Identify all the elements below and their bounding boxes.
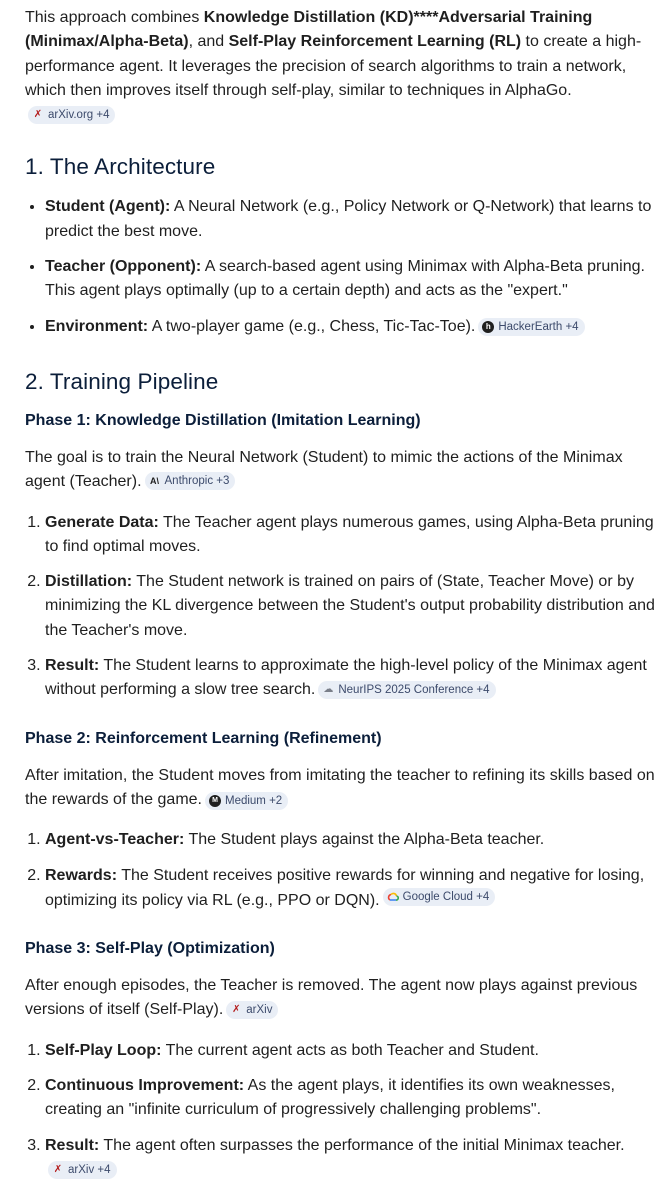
google-cloud-icon	[387, 891, 399, 903]
arxiv-icon: ✗	[33, 109, 43, 121]
list-item: 2. Rewards: The Student receives positive rewards for winning and negative for losing, optimizing its policy via RL (e.g., PPO or DQN). Google Cloud +4	[45, 864, 657, 914]
phase1-description: The goal is to train the Neural Network (Student) to mimic the actions of the Minimax agent (Teacher). A\ Anthropic +3	[25, 448, 623, 491]
neurips-icon: ☁	[323, 684, 334, 696]
source-chip-hackerearth[interactable]: h HackerEarth +4	[478, 318, 584, 336]
intro-rl-term: Self-Play Reinforcement Learning (RL)	[228, 33, 522, 51]
source-chip-arxiv-org[interactable]: ✗ arXiv.org +4	[28, 106, 115, 124]
anthropic-icon: A\	[150, 476, 160, 487]
phase1-heading: Phase 1: Knowledge Distillation (Imitation Learning)	[25, 411, 421, 429]
section-heading-pipeline: 2. Training Pipeline	[25, 368, 219, 394]
intro-paragraph: This approach combines Knowledge Distillation (KD)****Adversarial Training (Minimax/Alpha-Beta), and Self-Play Reinforcement Learning (RL) to create a high-performance agent. It leverages the precision of search algorithms to train a network, which then improves itself through self-play, similar to techniques in AlphaGo. ✗ arXiv.org +4	[25, 6, 657, 127]
arxiv-icon: ✗	[232, 1004, 241, 1016]
medium-icon: M	[209, 795, 221, 807]
phase1-steps	[25, 511, 657, 703]
list-item: 1. Agent-vs-Teacher: The Student plays against the Alpha-Beta teacher.	[45, 828, 657, 852]
phase2-description: After imitation, the Student moves from imitating the teacher to refining its skills based on the rewards of the game. M Medium +2	[25, 766, 655, 808]
list-item: 1. Self-Play Loop: The current agent acts as both Teacher and Student.	[45, 1039, 657, 1063]
source-chip-neurips[interactable]: ☁ NeurIPS 2025 Conference +4	[318, 681, 495, 699]
section-heading-architecture: 1. The Architecture	[25, 154, 216, 180]
phase2-steps	[25, 828, 657, 913]
source-chip-anthropic[interactable]: A\ Anthropic +3	[145, 472, 236, 490]
list-item: 2. Distillation: The Student network is trained on pairs of (State, Teacher Move) or by minimizing the KL divergence between the Student's output probability distribution and the Teacher's move.	[45, 570, 657, 643]
list-item: • Teacher (Opponent): A search-based agent using Minimax with Alpha-Beta pruning. This agent plays optimally (up to a certain depth) and acts as the "expert."	[45, 255, 657, 304]
arxiv-icon: ✗	[53, 1163, 63, 1175]
source-chip-medium[interactable]: M Medium +2	[205, 792, 288, 810]
list-item: 2. Continuous Improvement: As the agent plays, it identifies its own weaknesses, creating an "infinite curriculum of progressively challenging problems".	[45, 1074, 657, 1123]
source-chip-google-cloud[interactable]: Google Cloud +4	[383, 888, 496, 906]
intro-kd-term: Knowledge Distillation (KD)****Adversarial Training (Minimax/Alpha-Beta)	[25, 9, 593, 51]
list-item: • Environment: A two-player game (e.g., Chess, Tic-Tac-Toe). h HackerEarth +4	[45, 315, 657, 339]
list-item: 3. Result: The Student learns to approximate the high-level policy of the Minimax agent without performing a slow tree search. ☁ NeurIPS 2025 Conference +4	[45, 654, 657, 703]
phase3-steps	[25, 1039, 657, 1182]
source-chip-arxiv-4[interactable]: ✗ arXiv +4	[48, 1161, 117, 1179]
phase3-description: After enough episodes, the Teacher is removed. The agent now plays against previous versions of itself (Self-Play). ✗ arXiv	[25, 977, 638, 1019]
phase3-heading: Phase 3: Self-Play (Optimization)	[25, 940, 275, 958]
architecture-list	[25, 195, 657, 338]
list-item: • Student (Agent): A Neural Network (e.g., Policy Network or Q-Network) that learns to predict the best move.	[45, 195, 657, 244]
source-chip-arxiv[interactable]: ✗ arXiv	[226, 1001, 278, 1019]
phase2-heading: Phase 2: Reinforcement Learning (Refinement)	[25, 729, 382, 747]
list-item: 3. Result: The agent often surpasses the performance of the initial Minimax teacher. ✗ arXiv +4	[45, 1134, 657, 1183]
hackerearth-icon: h	[482, 321, 494, 333]
list-item: 1. Generate Data: The Teacher agent plays numerous games, using Alpha-Beta pruning to find optimal moves.	[45, 511, 657, 560]
